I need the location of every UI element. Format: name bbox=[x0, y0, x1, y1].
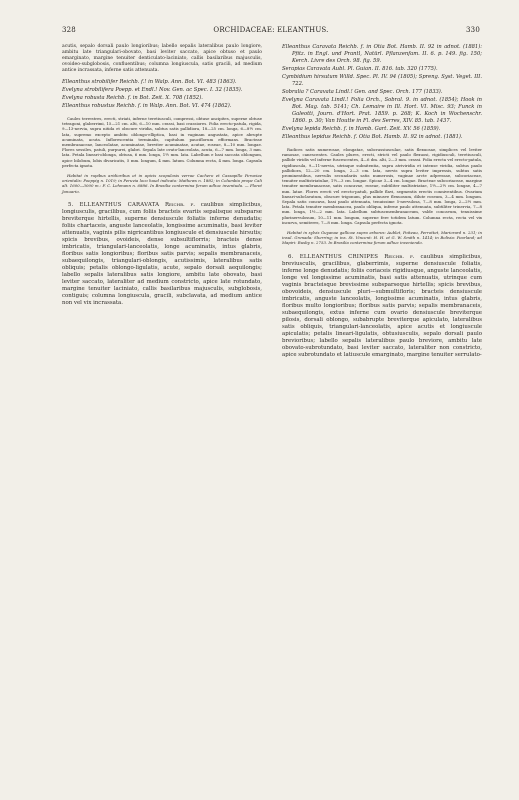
synonym-entry: Sobralia ? Caravata Lindl.! Gen. and Spec. Orch. 177 (1833). bbox=[282, 89, 443, 95]
synonym-entry: Cymbidium hirsutum Willd. Spec. Pl. IV. 94 (1805); Spreng. Syst. Veget. III. 722. bbox=[282, 74, 482, 87]
synonym-entry: Evelyna strobilifera Poepp. et Endl.! Nov. Gen. ac Spec. I. 32 (1835). bbox=[62, 87, 243, 93]
synonym-entry: Serapias Caravata Aubl. Pl. Guian. II. 816. tab. 320 (1775). bbox=[282, 66, 438, 72]
synonym-entry: Evelyna Caravata Lindl.! Folia Orch., Sobral. 9. in adnot. (1854); Hook in Bot. Mag. tab. 5141; Ch. Lemaire in Ill. Hort. VI. Misc. 93; Funck in Galeotti, Journ. d'Hort. Prat. 1859. p. 268; K. Koch in Wochenschr. 1860. p. 30; Van Houtte in Fl. des Serres, XIV. 85. tab. 1437. bbox=[282, 97, 482, 124]
synonym-entry: Elleanthus Caravata Reichb. f. in Otia Bot. Hamb. II. 92 in adnot. (1881): Pfitz. in Engl. und Prantl, Natürl. Pflanzenfam. II. 6. p. 149. fig. 150; Kerch. Livre des Orch. 98. fig. 59. bbox=[282, 44, 482, 64]
species-description: Caules terrestres, erecti, striati, inferne teretiusculi, compressi, obtuse ancipites, superne obtuse tetragoni, glaberrimi, 15—21 cm. alti, 6—10 mm. crassi, basi crassiores. Folia erecto-patula, rigida, 9—13-nervia, supra nitida et obscure viridia, subtus satis pallidiora, 18—25 cm. longa, 6—8½ cm. lata, supremo excepto ambitu oblongo-elliptica, basi in vaginam angustata, apice abrupte acuminata, acuta. Inflorescentia terminalis, capitulum pauciflorum efformans. Bracteae membranaceae, lanceolatae, acuminatae, breviter acuminatae, acutae, roseae, 8—10 mm. longae. Flores sessiles, patuli, purpurei, glabri. Sepala late ovato-lanceolata, acuta, 6—7 mm. longa, 3 mm. lata. Petala lineari-oblonga, obtusa, 6 mm. longa, 1½ mm. lata. Labellum e basi saccata oblongum, apice bilobum, lobis divaricatis, 5 mm. longum, 4 mm. latum. Columna recta, 4 mm. longa. Capsula perfecta ignota. bbox=[62, 116, 262, 168]
page-number-right: 330 bbox=[466, 26, 480, 34]
left-column bbox=[62, 44, 262, 312]
species-diagnosis: caulibus simplicibus, breviusculis, gracilibus, glaberrimis, superne densiuscule foliatis, inferne longe denudatis; foliis coriaceis rigidiusque, anguste lanceolatis, longe vel longissime acuminatis, basi satis attenuatis, utrinque cum vaginis bracteisque brevissime subsparseque hirtellis; spicis brevibus, obovoideis, densiuscule pluri—submultifloris; bracteis densiuscule imbricatis, anguste lanceolatis, longissime acuminatis, intus glabris, floribus multo longioribus; floribus satis parvis; sepalis membranaceis, subaequilongis, extus inferne cum ovario densiuscule breviterque pilosis, dorsali oblongo, subabrupte breviterque apiculato, lateralibus satis obliquis, triangulari-lanceolatis, apice acutis et longiuscule apiculatis; petalis lineari-ligulatis, obtusiusculis, sepalo dorsali paulo brevioribus; labello sepalis lateralibus paulo breviore, ambitu late obovato-subrotundato, basi leviter saccato, lateraliter non constricto, apice subrotundato et latiuscule emarginato, margine tenuiter serrulato- bbox=[282, 253, 483, 358]
synonym-entry: Evelyna lepida Reichb. f. in Hamb. Gart. Zeit. XV. 56 (1859). bbox=[282, 126, 441, 132]
species-name: 5. ELLEANTHUS CARAVATA bbox=[68, 201, 160, 208]
species-author: Reichb. f. bbox=[384, 253, 415, 260]
page-header bbox=[62, 24, 480, 36]
species-description: Radices satis numerosae, elongatae, subcrassiusculae, satis flexuosae, simplices vel leviter ramosae, canescentes. Caules plures, erecti, stricti vel paulo flexuosi, rigidiusculi, teretiusculi, pallide viridis vel inferne fuscescentes, 4—6 dm. alti, 2—3 mm. crassi. Folia erecta vel erecto-patula, rigidiuscula, 9—11-nervia, utrinque subnitentia, supra atriviridia et intense viridia, subtus paulo pallidiora, 12—20 cm. longa, 2—3 cm. lata, nervis supra leviter impressis, subtus satis prominentibus, nervulis secundariis satis numerosis, vaginae arcte adpressae, subcoriaceae, tenuiter multistriatulae, 1½—3 cm. longae. Spicae 3—4 cm. longae. Bracteae subcoriaceae, margine tenuiter membranaceae, satis concavae, roseae, subtiliter multistriatae, 1½—2½ cm. longae, 4—7 mm. latae. Flores erecti vel erecto-patuli, pallide flavi, segmentis erectis conniventibus. Ovarium lineari-subclavatum, obscure trigonum, plus minusve flexuosum, dilute roseum, 3—4 mm. longum. Sepala satis concava, basi paulo attenuata, tenuissime 5-nervulosa, 7—8 mm. longa, 2—2½ mm. lata. Petala tenuiter membranacea, paulo obliqua, inferne paulo attenuata, subtiliter trinervia, 7—8 mm. longa, 1½—2 mm. lata. Labellum subtuscmembranaceum, valde concavum, tenuissime plurinervulosum, 10—11 mm. longum, superne fere totidem latum. Columna recta, recta vel vix incurva, semiteres, 7—8 mm. longa. Capsula perfecta ignota. bbox=[282, 147, 482, 225]
species-diagnosis: caulibus simplicibus, longiusculis, gracilibus, cum foliis bracteis evariis sepalisque subsparse breviterque hirtellis, superne densiuscule foliatis inferne denudatis; foliis chartaceis, anguste lanceolatis, longissime acuminatis, basi leviter attenuatis, vaginis pilis nigricantibus longiuscule et densiuscule hirsutis; spicis brevibus, ovoideis, dense subsultiflorris; bracteis dense imbricatis, triangulari-lanceolatis, longe acuminatis, intus glabris, floribus satis longioribus; floribus satis parvis; sepalis membranaceis, subaequilongis, triangulari-oblongis, acutissimis, lateralibus satis obliquis; petalis oblongo-ligulatis, acute, sepalo dorsali aequilongis; labello sepalis lateralibus satis longiore, ambitu late obovato, basi leviter saccato, lateraliter ad medium constricto, apice late rotundato, margine tenuiter laciniato, callis basilaribus majusculis, subglobosis, contiguis; columna longiuscula, gracili, subclavata, ad medium antice non vel vix incrassata. bbox=[62, 201, 262, 306]
habitat-note: Habitat in rupibus aridioribus et in apicis scopulosis verrae Cachero et Cassapillo Peruviae orientalis: Poeppig n. 1019; in Peruvia loco haud indicato: Mathews n. 1882; in Columbia prope Cali alt. 1600—3000 m.: F. C. Lehmann n. 6886. In Brasilia contermina ferum adhuc inventuda. — Floret Januario. bbox=[62, 173, 262, 194]
species-5-heading bbox=[62, 202, 262, 307]
synonym-entry: Elleanthus strobilifer Reichb. f.! in Walp. Ann. Bot. VI. 483 (1863). bbox=[62, 79, 237, 85]
synonym-entry: Elleanthus robustus Reichb. f. in Walp. Ann. Bot. VI. 474 (1862). bbox=[62, 103, 232, 109]
running-title: ORCHIDACEAE: ELEANTHUS. bbox=[213, 26, 329, 34]
habitat-note: Habitat in sylvis Guyanae gallicae supra arbores: Aublet, Poiteau, Perrottet, Mariorard n. 231; in insul. Grenada: Sherring; in ins. St. Vincent: H. H. et G. W. Smith n. 1414; in Bolivia: Pearland; ad Mapiri: Rusby n. 2753. In Brasilia contermina ferum adhuc inveniendo. bbox=[282, 230, 482, 246]
species-author: Reichb. f. bbox=[164, 201, 195, 208]
species-4-diagnosis-continued: acutis, sepalo dorsali paulo longioribus; labello sepalis lateralibus paulo longiore, ambitu late triangulari-obovato, basi leviter saccato, apice obtuso et paulo emarginato, margine tenuiter denticulato-laciniato, callis basilaribus majusculis, ovoideo-subglobosis, confluentibus; columna longiuscula, satis gracili, ad medium antice incrassata, inferne satis attenuata. bbox=[62, 44, 262, 73]
species-6-heading bbox=[282, 254, 482, 359]
species-name: 6. ELLEANTHUS CRINIPES bbox=[288, 253, 379, 260]
page-number-left: 328 bbox=[62, 26, 76, 34]
synonym-entry: Elleanthus lepidus Reichb. f. Otia Bot. Hamb. II. 92 in adnot. (1881). bbox=[282, 134, 463, 140]
synonym-entry: Evelyna robusta Reichb. f. in Bot. Zeit. X. 708 (1852). bbox=[62, 95, 203, 101]
right-column bbox=[282, 44, 482, 364]
